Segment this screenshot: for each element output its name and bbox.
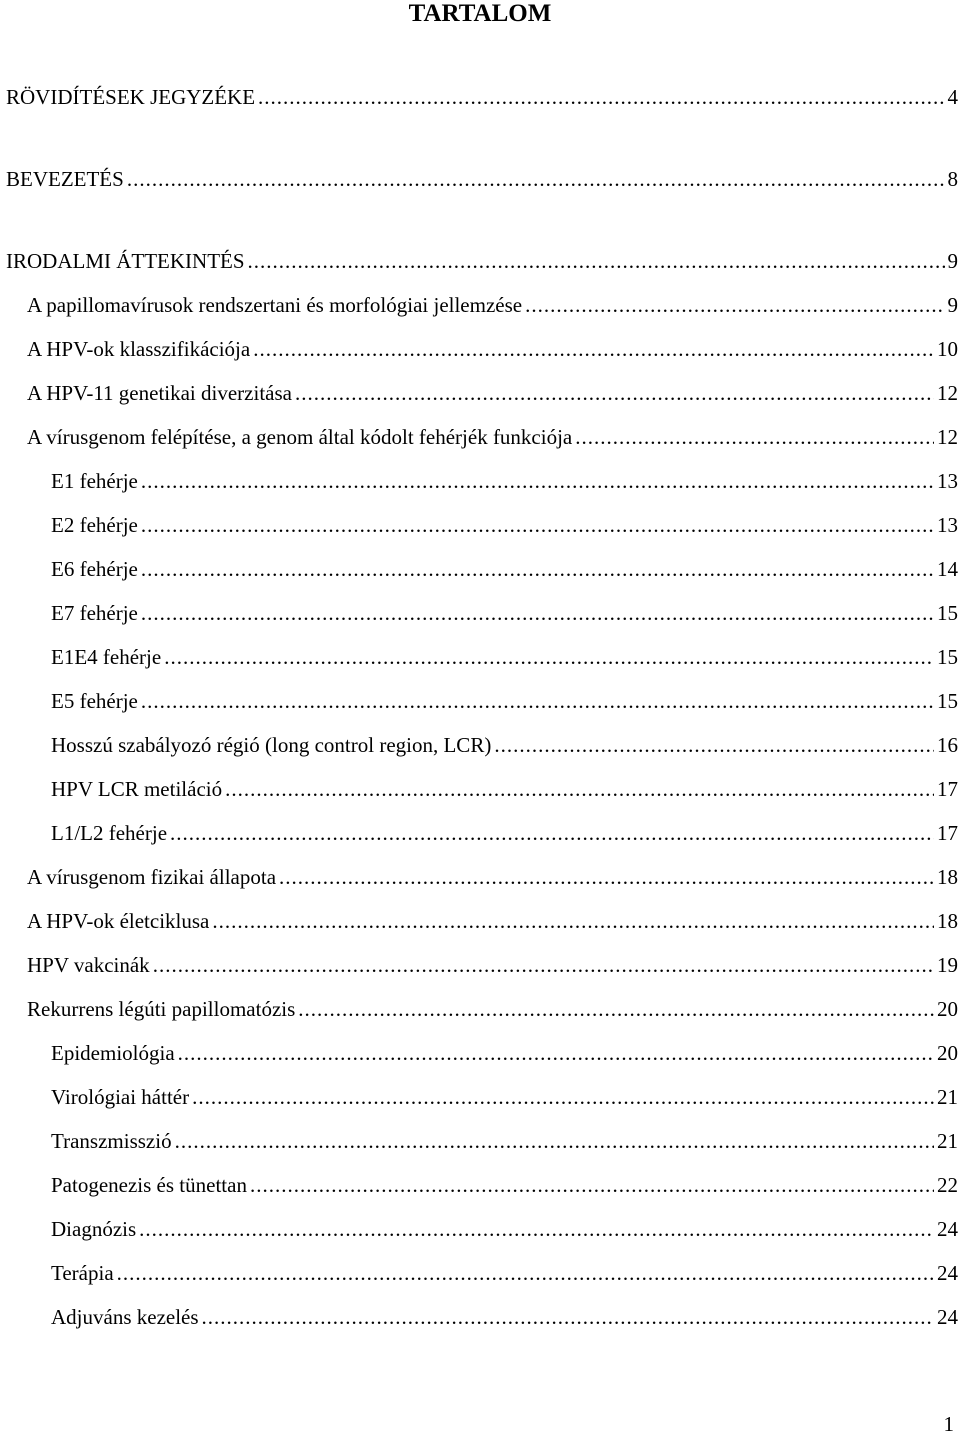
toc-entry-lcr-metilacio[interactable] (51, 776, 958, 802)
toc-entry-page: 17 (937, 777, 958, 801)
toc-entry-page: 12 (937, 425, 958, 449)
toc-entry-terapia[interactable] (51, 1260, 958, 1286)
toc-entry-page: 4 (947, 85, 958, 109)
toc-entry-page: 20 (937, 1041, 958, 1065)
toc-entry-adjuvans-kezeles[interactable] (51, 1304, 958, 1330)
toc-leader (494, 732, 934, 758)
toc-entry-e5[interactable] (51, 688, 958, 714)
toc-entry-label: HPV LCR metiláció (51, 777, 223, 801)
toc-leader (141, 468, 934, 494)
toc-entry-page: 24 (937, 1217, 958, 1241)
toc-leader (258, 84, 944, 110)
toc-leader (153, 952, 934, 978)
toc-entry-l1l2[interactable] (51, 820, 958, 846)
toc-entry-label: Terápia (51, 1261, 114, 1285)
toc-entry-label: HPV vakcinák (27, 953, 150, 977)
toc-entry-e2[interactable] (51, 512, 958, 538)
toc-leader (225, 776, 934, 802)
toc-entry-virusgenom[interactable] (27, 424, 958, 450)
toc-leader (295, 380, 934, 406)
toc-leader (279, 864, 934, 890)
toc-entry-papillomavirusok[interactable] (27, 292, 958, 318)
toc-entry-e7[interactable] (51, 600, 958, 626)
toc-entry-diverzitas[interactable] (27, 380, 958, 406)
toc-entry-page: 24 (937, 1305, 958, 1329)
toc-entry-label: Diagnózis (51, 1217, 137, 1241)
toc-entry-label: E1E4 fehérje (51, 645, 162, 669)
toc-leader (178, 1040, 934, 1066)
toc-entry-diagnozis[interactable] (51, 1216, 958, 1242)
toc-leader (525, 292, 944, 318)
toc-entry-page: 17 (937, 821, 958, 845)
toc-entry-e6[interactable] (51, 556, 958, 582)
toc-entry-page: 15 (937, 601, 958, 625)
toc-entry-label: RÖVIDÍTÉSEK JEGYZÉKE (6, 85, 256, 109)
toc-leader (250, 1172, 934, 1198)
toc-leader (298, 996, 934, 1022)
toc-entry-label: E5 fehérje (51, 689, 138, 713)
toc-leader (202, 1304, 934, 1330)
toc-entry-label: IRODALMI ÁTTEKINTÉS (6, 249, 245, 273)
toc-leader (192, 1084, 934, 1110)
toc-entry-label: Rekurrens légúti papillomatózis (27, 997, 296, 1021)
toc-entry-klasszifikacio[interactable] (27, 336, 958, 362)
toc-leader (117, 1260, 934, 1286)
page-number: 1 (943, 1412, 954, 1436)
toc-entry-papillomatozis[interactable] (27, 996, 958, 1022)
toc-entry-rovidites[interactable] (6, 84, 958, 110)
toc-entry-label: L1/L2 fehérje (51, 821, 168, 845)
toc-leader (248, 248, 945, 274)
toc-leader (141, 600, 934, 626)
toc-entry-label: A HPV-ok életciklusa (27, 909, 210, 933)
toc-entry-label: A vírusgenom felépítése, a genom által kódolt fehérjék funkciója (27, 425, 573, 449)
toc-entry-epidemiologia[interactable] (51, 1040, 958, 1066)
toc-leader (175, 1128, 934, 1154)
toc-entry-label: E7 fehérje (51, 601, 138, 625)
toc-entry-label: Virológiai háttér (51, 1085, 190, 1109)
toc-entry-page: 8 (947, 167, 958, 191)
toc-entry-page: 18 (937, 865, 958, 889)
toc-entry-lcr[interactable] (51, 732, 958, 758)
toc-entry-eletciklus[interactable] (27, 908, 958, 934)
toc-entry-label: E6 fehérje (51, 557, 138, 581)
toc-entry-page: 15 (937, 645, 958, 669)
toc-entry-page: 14 (937, 557, 958, 581)
toc-leader (141, 512, 934, 538)
toc-entry-page: 9 (947, 293, 958, 317)
toc-leader (139, 1216, 934, 1242)
toc-leader (575, 424, 934, 450)
toc-entry-label: Transzmisszió (51, 1129, 172, 1153)
toc-entry-bevezetes[interactable] (6, 166, 958, 192)
toc-leader (170, 820, 934, 846)
toc-entry-label: A papillomavírusok rendszertani és morfológiai jellemzése (27, 293, 523, 317)
toc-entry-page: 15 (937, 689, 958, 713)
toc-entry-page: 22 (937, 1173, 958, 1197)
toc-entry-irodalmi[interactable] (6, 248, 958, 274)
toc-entry-label: A vírusgenom fizikai állapota (27, 865, 277, 889)
toc-entry-label: A HPV-ok klasszifikációja (27, 337, 251, 361)
toc-entry-label: Patogenezis és tünettan (51, 1173, 247, 1197)
toc-entry-page: 9 (947, 249, 958, 273)
toc-entry-label: E2 fehérje (51, 513, 138, 537)
toc-entry-page: 12 (937, 381, 958, 405)
toc-entry-page: 13 (937, 469, 958, 493)
toc-leader (141, 688, 934, 714)
toc-entry-page: 21 (937, 1085, 958, 1109)
toc-entry-page: 18 (937, 909, 958, 933)
toc-leader (141, 556, 934, 582)
toc-entry-fizikai-allapot[interactable] (27, 864, 958, 890)
toc-entry-page: 13 (937, 513, 958, 537)
toc-leader (253, 336, 934, 362)
toc-entry-page: 24 (937, 1261, 958, 1285)
toc-entry-page: 20 (937, 997, 958, 1021)
page-title: TARTALOM (408, 0, 552, 27)
toc-entry-label: BEVEZETÉS (6, 167, 124, 191)
toc-entry-page: 10 (937, 337, 958, 361)
toc-entry-label: Adjuváns kezelés (51, 1305, 199, 1329)
toc-entry-label: Hosszú szabályozó régió (long control region, LCR) (51, 733, 492, 757)
toc-leader (212, 908, 934, 934)
toc-entry-label: E1 fehérje (51, 469, 138, 493)
toc-entry-transzmisszio[interactable] (51, 1128, 958, 1154)
toc-entry-e1e4[interactable] (51, 644, 958, 670)
toc-entry-label: Epidemiológia (51, 1041, 175, 1065)
toc-entry-vakcinak[interactable] (27, 952, 958, 978)
toc-entry-patogenezis[interactable] (51, 1172, 958, 1198)
toc-entry-page: 19 (937, 953, 958, 977)
toc-entry-e1[interactable] (51, 468, 958, 494)
toc-entry-page: 21 (937, 1129, 958, 1153)
toc-leader (127, 166, 945, 192)
toc-entry-virologiai-hatter[interactable] (51, 1084, 958, 1110)
toc-entry-label: A HPV-11 genetikai diverzitása (27, 381, 292, 405)
toc-leader (164, 644, 934, 670)
toc-entry-page: 16 (937, 733, 958, 757)
